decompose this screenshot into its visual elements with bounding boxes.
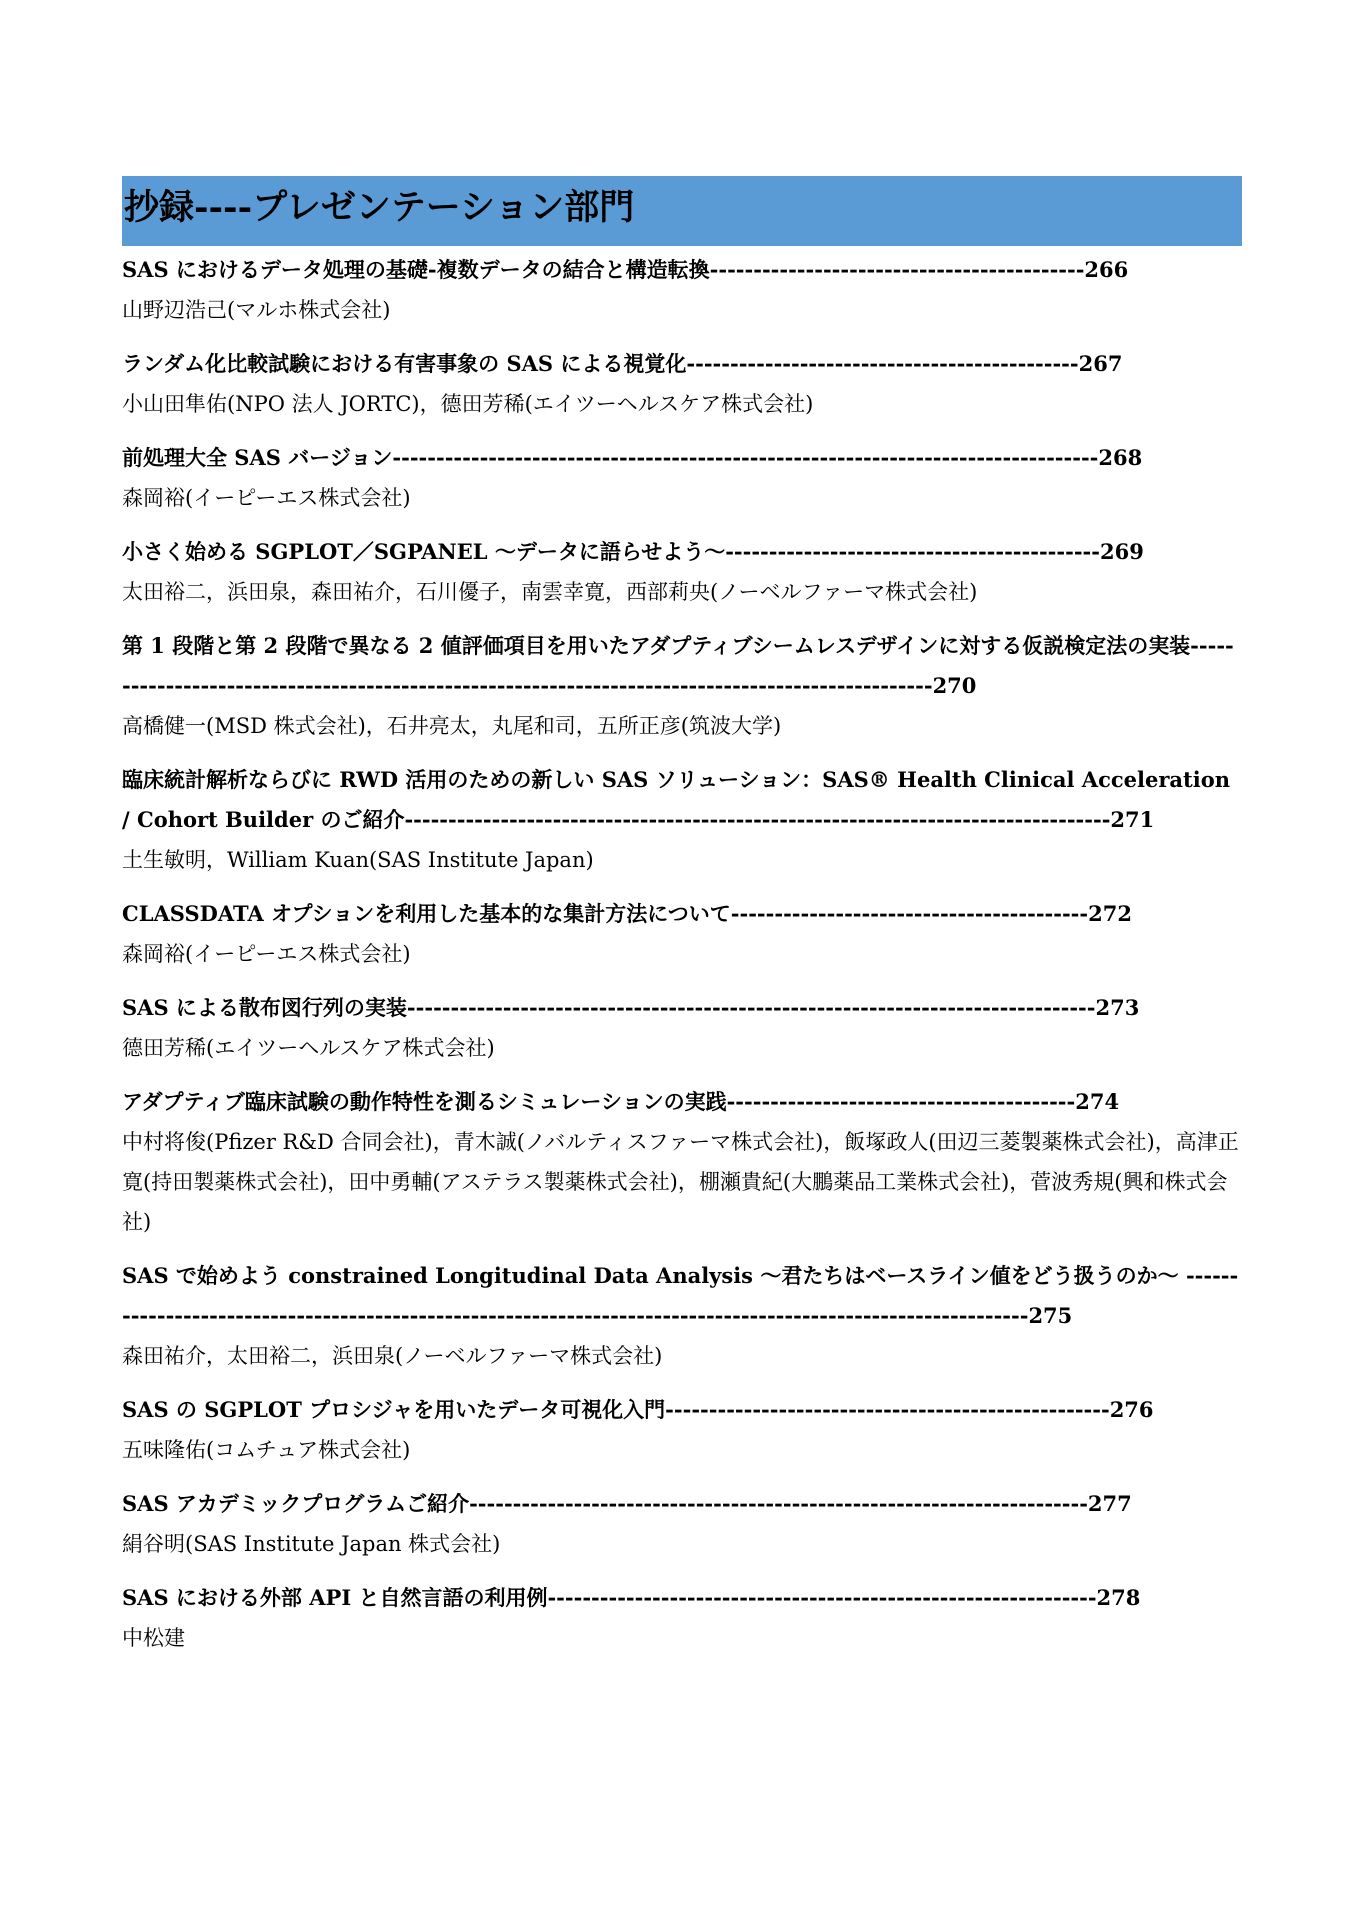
toc-entry	[122, 760, 1242, 880]
entry-authors: 德田芳稀(エイツーヘルスケア株式会社)	[122, 1036, 495, 1060]
entry-authors: 小山田隼佑(NPO 法人 JORTC)，德田芳稀(エイツーヘルスケア株式会社)	[122, 392, 814, 416]
toc-entry	[122, 1390, 1242, 1470]
toc-entry	[122, 626, 1242, 746]
entry-authors: 五味隆佑(コムチュア株式会社)	[122, 1438, 411, 1462]
section-title: 抄録----プレゼンテーション部門	[122, 176, 1242, 246]
toc-entry	[122, 250, 1242, 330]
entry-title[interactable]: 臨床統計解析ならびに RWD 活用のための新しい SAS ソリューション：SAS® Health Clinical Acceleration / Cohort Builder のご紹介---------------------------------------------------------------------------------271	[122, 767, 1230, 832]
toc-entry	[122, 438, 1242, 518]
entry-authors: 絹谷明(SAS Institute Japan 株式会社)	[122, 1532, 501, 1556]
entry-title[interactable]: SAS の SGPLOT プロシジャを用いたデータ可視化入門---------------------------------------------------276	[122, 1397, 1154, 1422]
entry-title[interactable]: SAS による散布図行列の実装-------------------------------------------------------------------------------273	[122, 995, 1140, 1020]
entry-authors: 高橋健一(MSD 株式会社)，石井亮太，丸尾和司，五所正彦(筑波大学)	[122, 714, 782, 738]
entry-title[interactable]: ランダム化比較試験における有害事象の SAS による視覚化---------------------------------------------267	[122, 351, 1123, 376]
entry-title[interactable]: SAS における外部 API と自然言語の利用例---------------------------------------------------------------278	[122, 1585, 1141, 1610]
toc-entry	[122, 894, 1242, 974]
entry-authors: 山野辺浩己(マルホ株式会社)	[122, 298, 391, 322]
entry-title[interactable]: SAS におけるデータ処理の基礎-複数データの結合と構造転換-------------------------------------------266	[122, 257, 1129, 282]
toc-entry	[122, 1256, 1242, 1376]
toc-entry	[122, 988, 1242, 1068]
toc-entry	[122, 1578, 1242, 1658]
entry-list	[122, 250, 1242, 1658]
entry-title[interactable]: CLASSDATA オプションを利用した基本的な集計方法について-----------------------------------------272	[122, 901, 1132, 926]
entry-authors: 太田裕二，浜田泉，森田祐介，石川優子，南雲幸寛，西部莉央(ノーベルファーマ株式会社)	[122, 580, 978, 604]
entry-title[interactable]: SAS アカデミックプログラムご紹介-----------------------------------------------------------------------277	[122, 1491, 1132, 1516]
entry-authors: 中村将俊(Pfizer R&D 合同会社)，青木誠(ノバルティスファーマ株式会社)，飯塚政人(田辺三菱製薬株式会社)，高津正寛(持田製薬株式会社)，田中勇輔(アステラス製薬株式会社)，棚瀬貴紀(大鵬薬品工業株式会社)，菅波秀規(興和株式会社)	[122, 1130, 1239, 1234]
entry-authors: 中松建	[122, 1626, 185, 1650]
entry-authors: 森田祐介，太田裕二，浜田泉(ノーベルファーマ株式会社)	[122, 1344, 663, 1368]
entry-title[interactable]: 第 1 段階と第 2 段階で異なる 2 値評価項目を用いたアダプティブシームレスデザインに対する仮説検定法の実装--------------------------------------------------------------------------------------------------270	[122, 633, 1234, 698]
toc-page	[122, 176, 1242, 1672]
entry-title[interactable]: アダプティブ臨床試験の動作特性を測るシミュレーションの実践----------------------------------------274	[122, 1089, 1120, 1114]
toc-entry	[122, 532, 1242, 612]
entry-title[interactable]: 小さく始める SGPLOT／SGPANEL ～データに語らせよう～-------------------------------------------269	[122, 539, 1144, 564]
entry-title[interactable]: SAS で始めよう constrained Longitudinal Data Analysis ～君たちはベースライン値をどう扱うのか～ --------------------------------------------------------------------------------------------------------------275	[122, 1263, 1239, 1328]
entry-authors: 土生敏明，William Kuan(SAS Institute Japan)	[122, 848, 594, 872]
entry-authors: 森岡裕(イーピーエス株式会社)	[122, 486, 411, 510]
toc-entry	[122, 1484, 1242, 1564]
toc-entry	[122, 344, 1242, 424]
entry-authors: 森岡裕(イーピーエス株式会社)	[122, 942, 411, 966]
toc-entry	[122, 1082, 1242, 1242]
entry-title[interactable]: 前処理大全 SAS バージョン---------------------------------------------------------------------------------268	[122, 445, 1143, 470]
